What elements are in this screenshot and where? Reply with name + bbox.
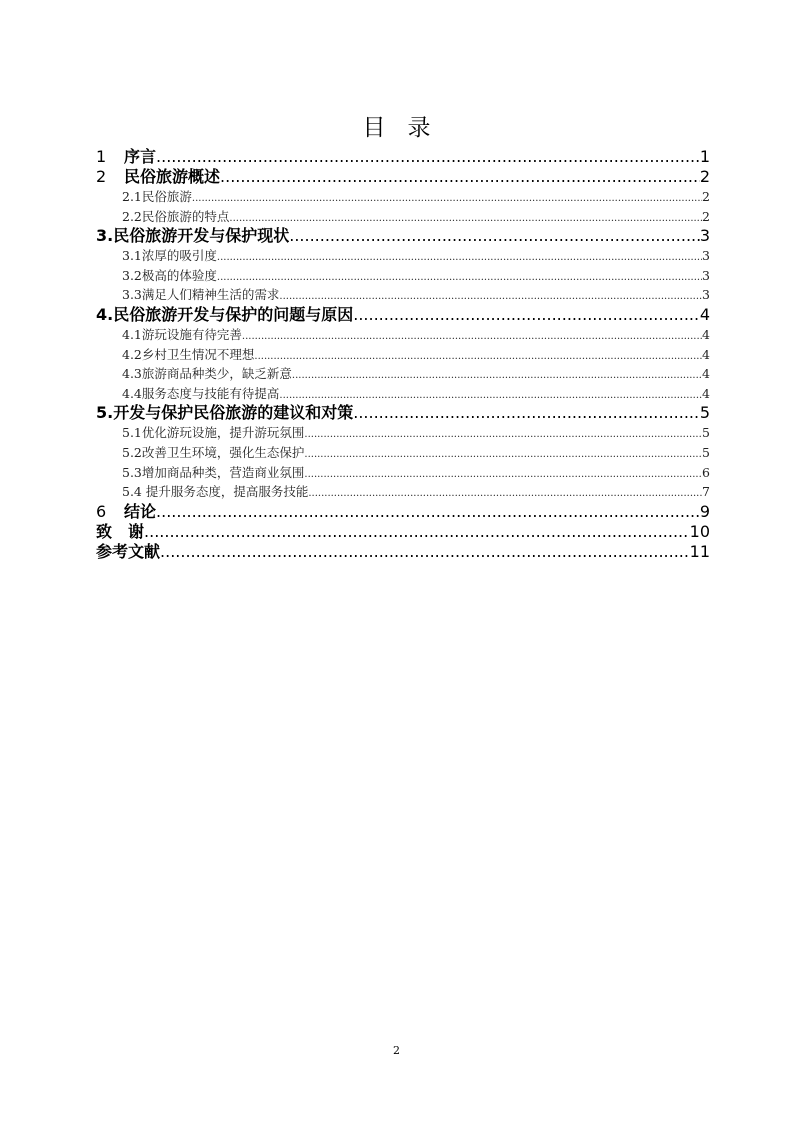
toc-page-number: 4 bbox=[702, 366, 710, 382]
toc-entry-title: 参考文献 bbox=[96, 541, 161, 561]
toc-page-number: 9 bbox=[699, 501, 710, 521]
toc-entry-label bbox=[96, 305, 353, 325]
toc-leader-dots bbox=[144, 522, 690, 542]
toc-entry-title: 民俗旅游的特点 bbox=[141, 208, 230, 224]
toc-entry-preface[interactable] bbox=[96, 147, 710, 167]
toc-entry-title: 满足人们精神生活的需求 bbox=[141, 287, 280, 303]
toc-entry-number: 4.4 bbox=[122, 385, 142, 401]
toc-page-number: 7 bbox=[702, 484, 710, 500]
toc-leader-dots bbox=[289, 226, 700, 246]
toc-entry-number: 5. bbox=[96, 403, 114, 423]
toc-entry-problems[interactable] bbox=[96, 305, 710, 325]
toc-page-number: 2 bbox=[699, 167, 710, 186]
toc-page-number: 3 bbox=[702, 287, 710, 303]
toc-entry-title: 改善卫生环境，强化生态保护 bbox=[141, 444, 305, 460]
toc-entry-label bbox=[122, 266, 217, 286]
toc-entry-number: 2 bbox=[96, 167, 107, 186]
toc-leader-dots bbox=[220, 167, 700, 187]
toc-subentry[interactable] bbox=[96, 463, 710, 483]
toc-entry-title: 序言 bbox=[124, 147, 157, 166]
toc-entry-label bbox=[122, 443, 304, 463]
toc-page-number: 3 bbox=[702, 267, 710, 283]
toc-page-number: 3 bbox=[699, 226, 710, 246]
toc-entry-label bbox=[96, 542, 160, 562]
toc-entry-number: 4.3 bbox=[122, 366, 142, 382]
toc-entry-suggestions[interactable] bbox=[96, 403, 710, 423]
toc-entry-number: 4.1 bbox=[122, 326, 142, 342]
toc-page-number: 5 bbox=[699, 403, 710, 423]
toc-entry-acknowledgements[interactable] bbox=[96, 522, 710, 542]
toc-entry-label bbox=[122, 364, 292, 384]
toc-page-number: 2 bbox=[702, 208, 710, 224]
toc-page-number: 5 bbox=[702, 444, 710, 460]
toc-entry-label bbox=[122, 384, 279, 404]
toc-subentry[interactable] bbox=[96, 207, 710, 227]
toc-entry-title: 浓厚的吸引度 bbox=[141, 248, 217, 264]
toc-entry-title: 极高的体验度 bbox=[141, 267, 217, 283]
toc-leader-dots bbox=[217, 268, 702, 288]
toc-page-number: 3 bbox=[702, 248, 710, 264]
toc-entry-title: 旅游商品种类少，缺乏新意 bbox=[141, 366, 292, 382]
toc-leader-dots bbox=[304, 445, 702, 465]
title-char-2: 录 bbox=[407, 115, 431, 141]
toc-entry-number: 5.2 bbox=[122, 444, 142, 460]
toc-entry-number: 3.2 bbox=[122, 267, 142, 283]
toc-page-number: 4 bbox=[702, 385, 710, 401]
toc-entry-number: 6 bbox=[96, 501, 107, 521]
toc-entry-title: 民俗旅游开发与保护的问题与原因 bbox=[113, 304, 354, 324]
toc-entry-title: 增加商品种类，营造商业氛围 bbox=[141, 464, 305, 480]
toc-entry-label bbox=[122, 246, 217, 266]
toc-leader-dots bbox=[217, 248, 702, 268]
toc-subentry[interactable] bbox=[96, 423, 710, 443]
toc-entry-title: 结论 bbox=[124, 501, 157, 521]
toc-entry-label bbox=[96, 226, 289, 246]
toc-page-number: 4 bbox=[699, 304, 710, 324]
toc-entry-label bbox=[96, 522, 144, 542]
toc-entry-number: 5.3 bbox=[122, 464, 142, 480]
toc-entry-number: 4.2 bbox=[122, 346, 142, 362]
toc-page-number: 1 bbox=[699, 147, 710, 166]
toc-page-number: 5 bbox=[702, 425, 710, 441]
toc-subentry[interactable] bbox=[96, 325, 710, 345]
toc-leader-dots bbox=[304, 425, 702, 445]
toc-leader-dots bbox=[156, 502, 700, 522]
toc-subentry[interactable] bbox=[96, 443, 710, 463]
toc-page-number: 4 bbox=[702, 346, 710, 362]
toc-entry-title: 民俗旅游开发与保护现状 bbox=[113, 226, 290, 246]
toc-entry-number: 4. bbox=[96, 304, 114, 324]
toc-subentry[interactable] bbox=[96, 384, 710, 404]
toc-entry-label bbox=[122, 187, 192, 207]
toc-entry-label bbox=[122, 345, 254, 365]
toc-entry-status[interactable] bbox=[96, 226, 710, 246]
toc-leader-dots bbox=[192, 189, 702, 209]
toc-entry-number: 3. bbox=[96, 226, 114, 246]
toc-entry-label bbox=[96, 167, 220, 187]
toc-entry-label bbox=[122, 482, 308, 502]
toc-entry-number: 3.3 bbox=[122, 287, 142, 303]
toc-subentry[interactable] bbox=[96, 266, 710, 286]
toc-entry-title: 提升服务态度，提高服务技能 bbox=[141, 484, 309, 500]
toc-entry-label bbox=[122, 463, 304, 483]
toc-subentry[interactable] bbox=[96, 285, 710, 305]
toc-entry-conclusion[interactable] bbox=[96, 502, 710, 522]
toc-entry-title: 乡村卫生情况不理想 bbox=[141, 346, 255, 362]
toc-entry-title: 民俗旅游概述 bbox=[124, 167, 221, 186]
toc-entry-number: 2.1 bbox=[122, 189, 142, 204]
toc-subentry[interactable] bbox=[96, 364, 710, 384]
toc-entry-label bbox=[122, 285, 279, 305]
toc-entry-label bbox=[122, 207, 229, 227]
toc-entry-label bbox=[96, 403, 353, 423]
toc-entry-title: 致 谢 bbox=[96, 521, 145, 541]
page-number: 2 bbox=[393, 1044, 400, 1057]
toc-subentry[interactable] bbox=[96, 187, 710, 207]
toc-entry-number: 5.4 bbox=[122, 484, 142, 500]
toc-page-number: 2 bbox=[702, 189, 710, 204]
title-char-1: 目 bbox=[362, 115, 386, 141]
toc-leader-dots bbox=[353, 305, 700, 325]
toc-entry-label bbox=[122, 423, 304, 443]
toc-entry-title: 优化游玩设施，提升游玩氛围 bbox=[141, 425, 305, 441]
toc-entry-number: 2.2 bbox=[122, 208, 142, 224]
toc-leader-dots bbox=[156, 147, 700, 167]
toc-page-number: 6 bbox=[702, 464, 710, 480]
toc-subentry[interactable] bbox=[96, 482, 710, 502]
toc-page-number: 10 bbox=[689, 521, 710, 541]
toc-leader-dots bbox=[254, 347, 702, 367]
toc-entry-overview[interactable] bbox=[96, 167, 710, 187]
toc-entry-title: 民俗旅游 bbox=[141, 189, 192, 204]
toc-leader-dots bbox=[160, 542, 690, 562]
toc-subentry[interactable] bbox=[96, 345, 710, 365]
toc-leader-dots bbox=[292, 366, 702, 386]
toc-entry-number: 1 bbox=[96, 147, 107, 166]
page-title bbox=[0, 114, 793, 142]
toc-entry-label bbox=[96, 147, 156, 167]
toc-entry-references[interactable] bbox=[96, 542, 710, 562]
toc-entry-number: 3.1 bbox=[122, 248, 142, 264]
toc-entry-title: 开发与保护民俗旅游的建议和对策 bbox=[113, 403, 354, 423]
toc-entry-label bbox=[96, 502, 156, 522]
toc-leader-dots bbox=[304, 465, 702, 485]
toc-subentry[interactable] bbox=[96, 246, 710, 266]
toc-entry-title: 服务态度与技能有待提高 bbox=[141, 385, 280, 401]
toc-entry-number: 5.1 bbox=[122, 425, 142, 441]
toc-leader-dots bbox=[242, 327, 702, 347]
table-of-contents bbox=[96, 147, 710, 562]
toc-entry-title: 游玩设施有待完善 bbox=[141, 326, 242, 342]
toc-page-number: 4 bbox=[702, 326, 710, 342]
toc-leader-dots bbox=[353, 403, 700, 423]
toc-page-number: 11 bbox=[689, 541, 710, 561]
toc-entry-label bbox=[122, 325, 242, 345]
